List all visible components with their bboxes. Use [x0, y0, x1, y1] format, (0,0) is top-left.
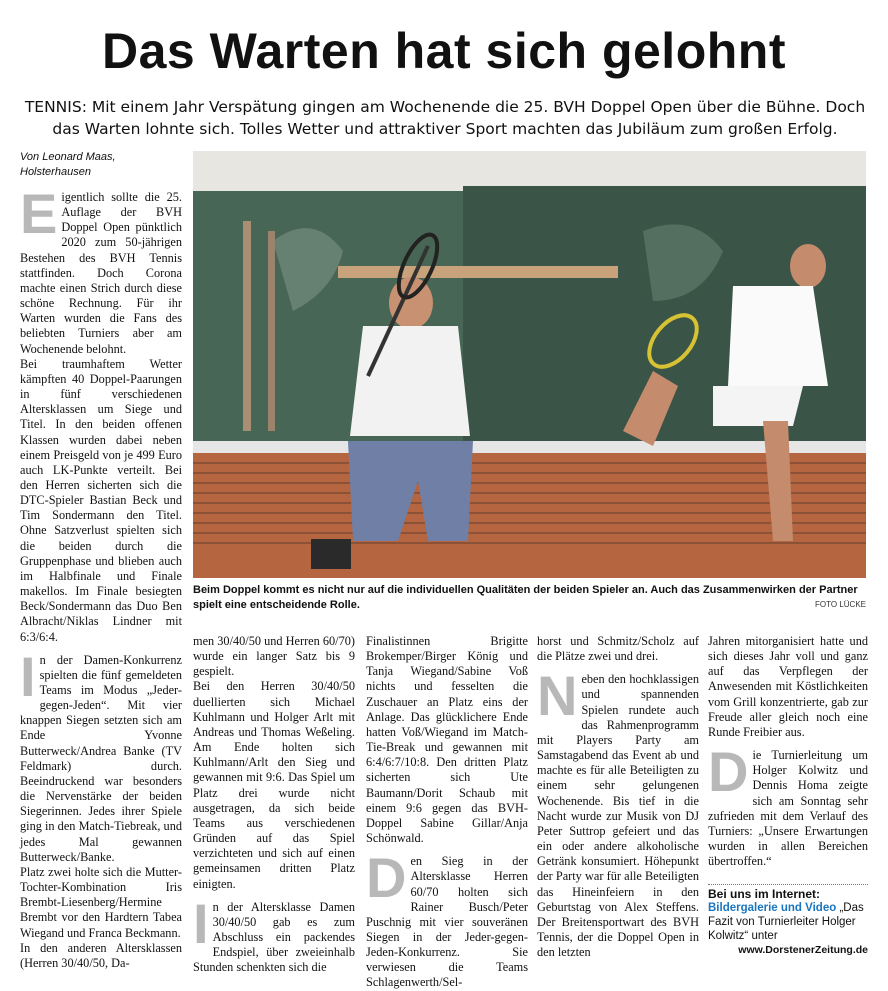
photo-caption: Beim Doppel kommt es nicht nur auf die individuellen Qualitäten der beiden Spieler an. Auch das Zusammenwirken der Partner spielt eine entscheidende Rolle.	[193, 584, 858, 611]
paragraph: In den anderen Altersklassen (Herren 30/40/50, Da-	[20, 940, 182, 970]
drop-cap: I	[20, 644, 36, 708]
gallery-link[interactable]: Bildergalerie und Video	[708, 902, 837, 914]
paragraph: In der Damen-Konkurrenz spielten die fünf gemeldeten Teams im Modus „Jeder-gegen-Jeden“. Mit vier knappen Siegen setzten sich am Ende Yvonne Butterweck/Andrea Banke (TV Feldmark) durch. Beeindruckend war besonders die Nervenstärke der beiden Siegerinnen. Jedes ihrer Spiele ging in den Match-Tiebreak, und jedes Mal gewannen Butterweck/Banke.	[20, 644, 182, 864]
web-box-text: Bildergalerie und Video „Das Fazit von Turnierleiter Holger Kolwitz“ unter	[708, 902, 864, 942]
paragraph: Platz zwei holte sich die Mutter-Tochter-Kombination Iris Brembt-Liesenberg/Hermine Brembt vor den Hardtern Tabea Wiegand und Franca Beckmann.	[20, 864, 182, 940]
drop-cap: N	[537, 664, 578, 728]
drop-cap: D	[366, 846, 407, 910]
web-box-title: Bei uns im Internet:	[708, 887, 821, 901]
paragraph: Finalistinnen Brigitte Brokemper/Birger König und Tanja Wiegand/Sabine Voß nichts und fesselten die Zuschauer an Platz eins der Anlage. Das glücklichere Ende hatten Voß/Wiegand im Match-Tie-Break und gewannen mit 6:4/6:7/10:8. Den dritten Platz sicherten sich Ute Baumann/Dorit Schaub mit einem 9:6 gegen das BVH-Doppel Sabine Gillar/Anja Schönwald.	[366, 634, 528, 846]
paragraph: Neben den hochklassigen und spannenden Spielen rundete auch das Rahmenprogramm mit Players Party am Samstagabend das Event ab und machte es für alle Beteiligten zu einem sehr gelungenen Wochenende. Bis tief in die Nacht wurde zur Musik von DJ Peter Suttrop gefeiert und das ein oder andere alkoholische Getränk konsumiert. Höhepunkt der Party war für alle Beteiligten das Hineinfeiern in den Geburtstag von Alex Steffens. Der Breitensportwart des BVH Tennis, der die Doppel Open in den letzten	[537, 664, 699, 960]
article-column-1	[20, 182, 182, 971]
photo-credit: FOTO LÜCKE	[815, 600, 866, 609]
tennis-photo-illustration	[193, 151, 866, 578]
paragraph: horst und Schmitz/Scholz auf die Plätze zwei und drei.	[537, 634, 699, 664]
paragraph: Bei traumhaftem Wetter kämpften 40 Doppel-Paarungen in fünf verschiedenen Altersklassen um Siege und Titel. In den beiden offenen Klassen wurden dabei neben einem Preisgeld von je 499 Euro auch LK-Punkte verteilt. Bei den Herren sicherten sich die DTC-Spieler Bastian Beck und Tim Sondermann den Titel. Ohne Satzverlust spielten sich die beiden durch die Gruppenphase und blieben auch im Halbfinale und Finale makellos. Im Finale besiegten Beck/Sondermann das Duo Ben Albracht/Niklas Lindner mit 6:3/6:4.	[20, 356, 182, 644]
paragraph: Eigentlich sollte die 25. Auflage der BVH Doppel Open pünktlich 2020 zum 50-jährigen Bestehen des BVH Tennis stattfinden. Doch Corona machte einen Strich durch diese schöne Rechnung. Für ihr Warten wurden die Fans des beliebten Turniers aber am Wochenende belohnt.	[20, 182, 182, 356]
paragraph: Bei den Herren 30/40/50 duellierten sich Michael Kuhlmann und Holger Arlt mit Andreas und Thomas Weßeling. Am Ende holten sich Kuhlmann/Arlt den Sieg und gewannen mit 9:6. Das Spiel um Platz drei wurde nicht ausgetragen, da sich beide Teams aus verschiedenen Gründen auf das Spiel verzichteten und sich auf einen gemeinsamen dritten Platz einigten.	[193, 679, 355, 891]
web-info-box	[708, 884, 868, 957]
headline: Das Warten hat sich gelohnt	[102, 23, 786, 79]
article-column-4	[537, 634, 699, 960]
drop-cap: I	[193, 891, 209, 955]
article-column-2	[193, 634, 355, 975]
article-column-5	[708, 634, 868, 869]
paragraph: Den Sieg in der Altersklasse Herren 60/70 holten sich Rainer Busch/Peter Puschnig mit vier souveränen Siegen in der Jeder-gegen-Jeden-Konkurrenz. Sie verwiesen die Teams Schlagenwerth/Sel-	[366, 846, 528, 990]
author-line: Von Leonard Maas, Holsterhausen	[20, 151, 116, 178]
teaser	[22, 96, 868, 140]
website-url[interactable]: www.DorstenerZeitung.de	[738, 944, 868, 956]
teaser-kicker: TENNIS:	[24, 98, 87, 116]
paragraph: In der Altersklasse Damen 30/40/50 gab es zum Abschluss ein packendes Endspiel, über zweieinhalb Stunden schenkten sich die	[193, 891, 355, 975]
article-column-3	[366, 634, 528, 991]
drop-cap: E	[20, 182, 58, 245]
teaser-text: Mit einem Jahr Verspätung gingen am Wochenende die 25. BVH Doppel Open über die Bühne. Doch das Warten lohnte sich. Tolles Wetter und attraktiver Sport machten das Jubiläum zum großen Erfolg.	[52, 98, 866, 138]
paragraph: men 30/40/50 und Herren 60/70) wurde ein langer Satz bis 9 gespielt.	[193, 634, 355, 679]
drop-cap: D	[708, 740, 749, 804]
paragraph: Jahren mitorganisiert hatte und sich dieses Jahr voll und ganz auf das Verpflegen der Anwesenden mit Köstlichkeiten vom Grill konzentrierte, gab zur Freude aller gleich noch eine Runde Freibier aus.	[708, 634, 868, 739]
article-photo	[193, 151, 866, 578]
paragraph: Die Turnierleitung um Holger Kolwitz und Dennis Homa zeigte sich am Sonntag sehr zufrieden mit dem Verlauf des Turniers: „Unsere Erwartungen wurden in allen Bereichen übertroffen.“	[708, 740, 868, 869]
